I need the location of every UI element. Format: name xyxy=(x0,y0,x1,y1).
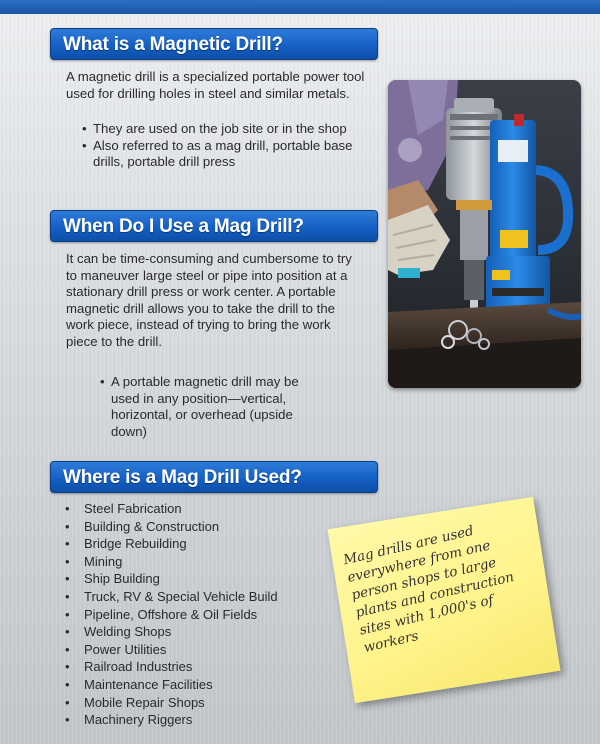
when-body: It can be time-consuming and cumbersome to try to maneuver large steel or pipe into position at a stationary drill press or work center. A portable magnetic drill allows you to take the drill to the work piece, instead of trying to bring the work piece to the drill. xyxy=(66,251,352,349)
list-item: • Railroad Industries xyxy=(65,659,193,675)
list-item: • Building & Construction xyxy=(65,518,220,534)
list-item: • Mobile Repair Shops xyxy=(65,694,205,710)
heading-when xyxy=(50,210,378,242)
bullet-icon: • xyxy=(65,501,70,516)
mag-drill-photo xyxy=(388,80,581,388)
list-item: • Bridge Rebuilding xyxy=(65,536,187,552)
list-item: • Maintenance Facilities xyxy=(65,676,213,692)
what-is-body: A magnetic drill is a specialized portable power tool used for drilling holes in steel and similar metals. xyxy=(66,69,365,101)
bullet-icon: • xyxy=(65,712,70,728)
top-bar xyxy=(0,0,600,14)
heading-what-is xyxy=(50,28,378,60)
list-item: • Welding Shops xyxy=(65,624,172,640)
list-item: • Machinery Riggers xyxy=(65,712,193,728)
list-item: • Steel Fabrication xyxy=(65,501,182,516)
what-is-bullets xyxy=(82,121,372,171)
list-item: • Also referred to as a mag drill, portable base drills, portable drill press xyxy=(82,137,353,169)
bullet-icon: • xyxy=(82,121,87,136)
when-bullets xyxy=(100,374,315,440)
list-item: • Ship Building xyxy=(65,571,160,587)
bullet-icon: • xyxy=(65,606,70,622)
list-item: • Mining xyxy=(65,553,123,569)
sticky-note xyxy=(328,497,561,703)
bullet-icon: • xyxy=(65,518,70,534)
bullet-icon: • xyxy=(65,536,70,552)
list-item: • Power Utilities xyxy=(65,641,167,657)
list-item: • A portable magnetic drill may be used in any position—vertical, horizontal, or overhead (upside down) xyxy=(100,374,299,439)
bullet-icon: • xyxy=(65,694,70,710)
heading-where-text: Where is a Mag Drill Used? xyxy=(63,467,302,488)
mag-drill-illustration xyxy=(388,80,581,388)
bullet-icon: • xyxy=(65,676,70,692)
list-item: • They are used on the job site or in the shop xyxy=(82,121,347,136)
bullet-icon: • xyxy=(65,588,70,604)
bullet-icon: • xyxy=(100,374,105,389)
heading-what-is-text: What is a Magnetic Drill? xyxy=(63,34,283,55)
where-used-list xyxy=(62,500,322,729)
bullet-icon: • xyxy=(65,659,70,675)
list-item: • Pipeline, Offshore & Oil Fields xyxy=(65,606,258,622)
sticky-note-text: Mag drills are used everywhere from one person shops to large plants and construction sites with 1,000's of workers xyxy=(341,522,516,657)
bullet-icon: • xyxy=(65,571,70,587)
bullet-icon: • xyxy=(65,624,70,640)
bullet-icon: • xyxy=(65,553,70,569)
heading-when-text: When Do I Use a Mag Drill? xyxy=(63,216,304,237)
bullet-icon: • xyxy=(82,137,87,153)
list-item: • Truck, RV & Special Vehicle Build xyxy=(65,588,278,604)
heading-where xyxy=(50,461,378,493)
bullet-icon: • xyxy=(65,641,70,657)
